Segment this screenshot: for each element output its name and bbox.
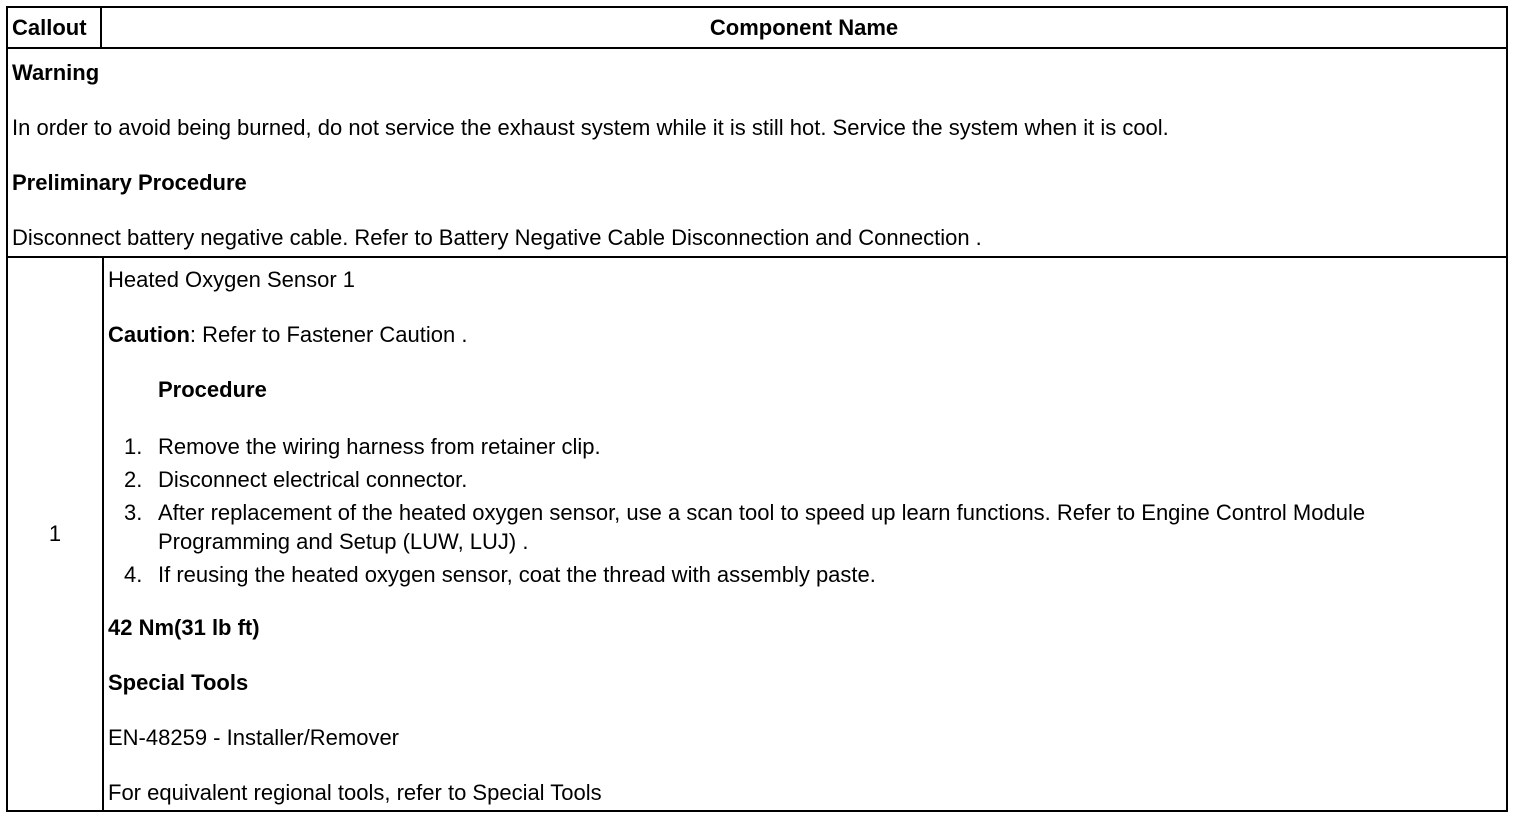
torque-spec: 42 Nm(31 lb ft) [108,615,260,640]
tool-item: EN-48259 - Installer/Remover [108,725,400,750]
row-divider [8,256,1506,258]
warning-text: In order to avoid being burned, do not service the exhaust system while it is still hot. Service the system when it is cool. [12,115,1169,140]
callout-header: Callout [8,8,102,47]
special-tools-title: Special Tools [108,670,249,695]
tools-note: For equivalent regional tools, refer to Special Tools [108,780,602,805]
procedure-title: Procedure [158,377,267,402]
list-item: 1. Remove the wiring harness from retainer clip. [124,434,601,459]
procedure-steps [108,432,1498,593]
column-divider [102,258,104,810]
preliminary-title: Preliminary Procedure [12,170,247,195]
component-name-header: Component Name [709,15,899,40]
list-item: 2. Disconnect electrical connector. [124,467,468,492]
list-item: 4. If reusing the heated oxygen sensor, coat the thread with assembly paste. [124,562,876,587]
procedure-table [6,6,1508,812]
caution-line [108,322,467,348]
table-header [8,8,1506,49]
preliminary-text: Disconnect battery negative cable. Refer to Battery Negative Cable Disconnection and Connection . [12,225,982,250]
list-item: 3. After replacement of the heated oxygen sensor, use a scan tool to speed up learn functions. Refer to Engine Control Module Programming and Setup (LUW, LUJ) . [124,500,1366,554]
component-name: Heated Oxygen Sensor 1 [108,267,356,292]
warning-title: Warning [12,60,100,85]
caution-label: Caution [108,322,190,347]
callout-number: 1 [48,521,62,546]
caution-text: : Refer to Fastener Caution . [189,322,468,347]
